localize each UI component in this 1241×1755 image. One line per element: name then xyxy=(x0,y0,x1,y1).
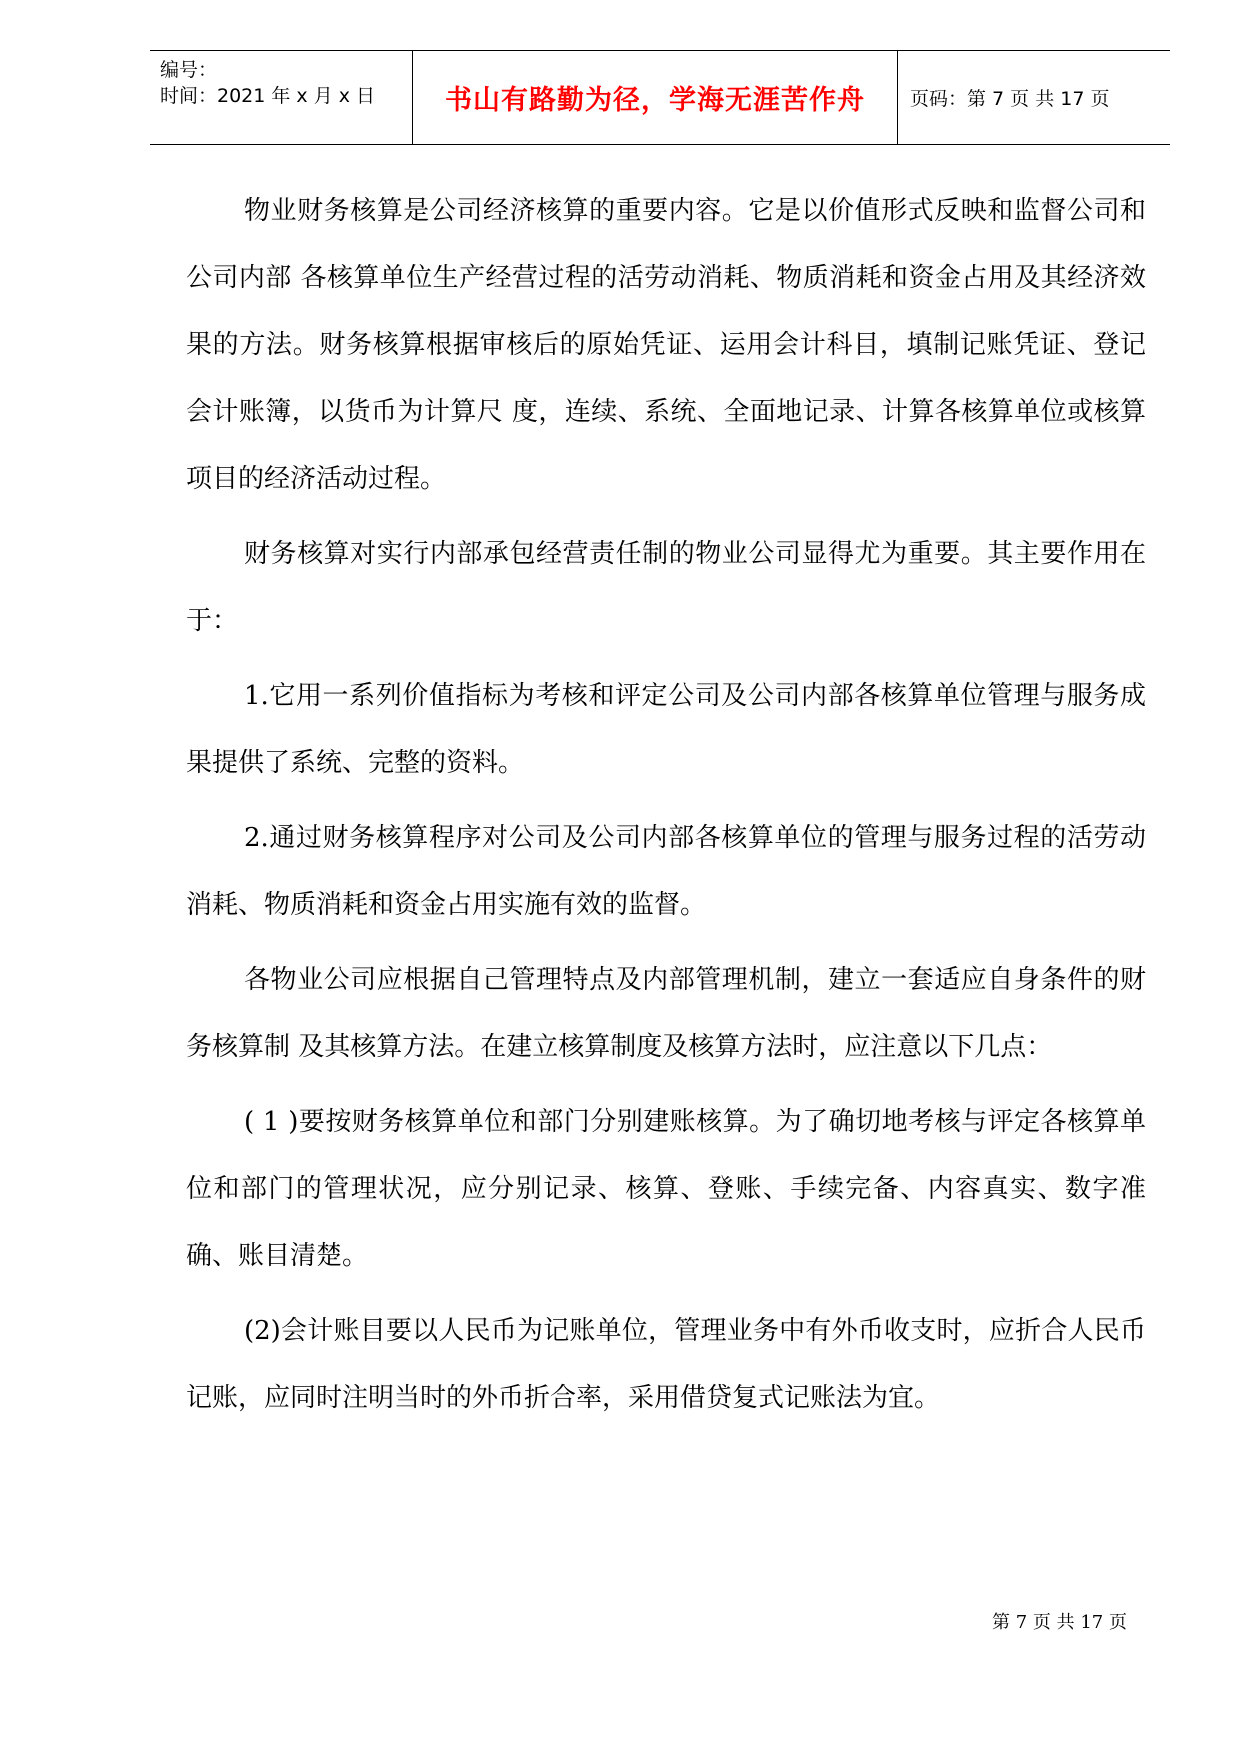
header-motto: 书山有路勤为径，学海无涯苦作舟 xyxy=(445,85,865,116)
header-page-cell xyxy=(898,51,1170,144)
header-meta xyxy=(150,51,412,144)
document-time-label: 时间：2021 年 x 月 x 日 xyxy=(160,85,376,107)
page-header xyxy=(150,50,1170,145)
page-footer: 第 7 页 共 17 页 xyxy=(992,1612,1127,1633)
paragraph-7: (2)会计账目要以人民币为记账单位，管理业务中有外币收支时，应折合人民币记账，应同时注明当时的外币折合率，采用借贷复式记账法为宜。 xyxy=(186,1316,1146,1413)
paragraph-5: 各物业公司应根据自己管理特点及内部管理机制，建立一套适应自身条件的财务核算制 及其核算方法。在建立核算制度及核算方法时，应注意以下几点： xyxy=(186,965,1146,1062)
paragraph-3: 1.它用一系列价值指标为考核和评定公司及公司内部各核算单位管理与服务成果提供了系统、完整的资料。 xyxy=(186,681,1146,778)
document-body xyxy=(186,178,1146,1440)
header-motto-cell xyxy=(412,51,898,144)
document-number-label: 编号： xyxy=(160,59,218,81)
paragraph-4: 2.通过财务核算程序对公司及公司内部各核算单位的管理与服务过程的活劳动消耗、物质消耗和资金占用实施有效的监督。 xyxy=(186,823,1146,920)
paragraph-1: 物业财务核算是公司经济核算的重要内容。它是以价值形式反映和监督公司和公司内部 各核算单位生产经营过程的活劳动消耗、物质消耗和资金占用及其经济效果的方法。财务核算根据审核后的原始凭证、运用会计科目，填制记账凭证、登记会计账簿，以货币为计算尺 度，连续、系统、全面地记录、计算各核算单位或核算项目的经济活动过程。 xyxy=(186,196,1146,494)
header-page-number: 页码：第 7 页 共 17 页 xyxy=(910,88,1110,110)
paragraph-2: 财务核算对实行内部承包经营责任制的物业公司显得尤为重要。其主要作用在于： xyxy=(186,539,1146,636)
paragraph-6: ( 1 )要按财务核算单位和部门分别建账核算。为了确切地考核与评定各核算单位和部门的管理状况，应分别记录、核算、登账、手续完备、内容真实、数字准确、账目清楚。 xyxy=(186,1107,1146,1271)
